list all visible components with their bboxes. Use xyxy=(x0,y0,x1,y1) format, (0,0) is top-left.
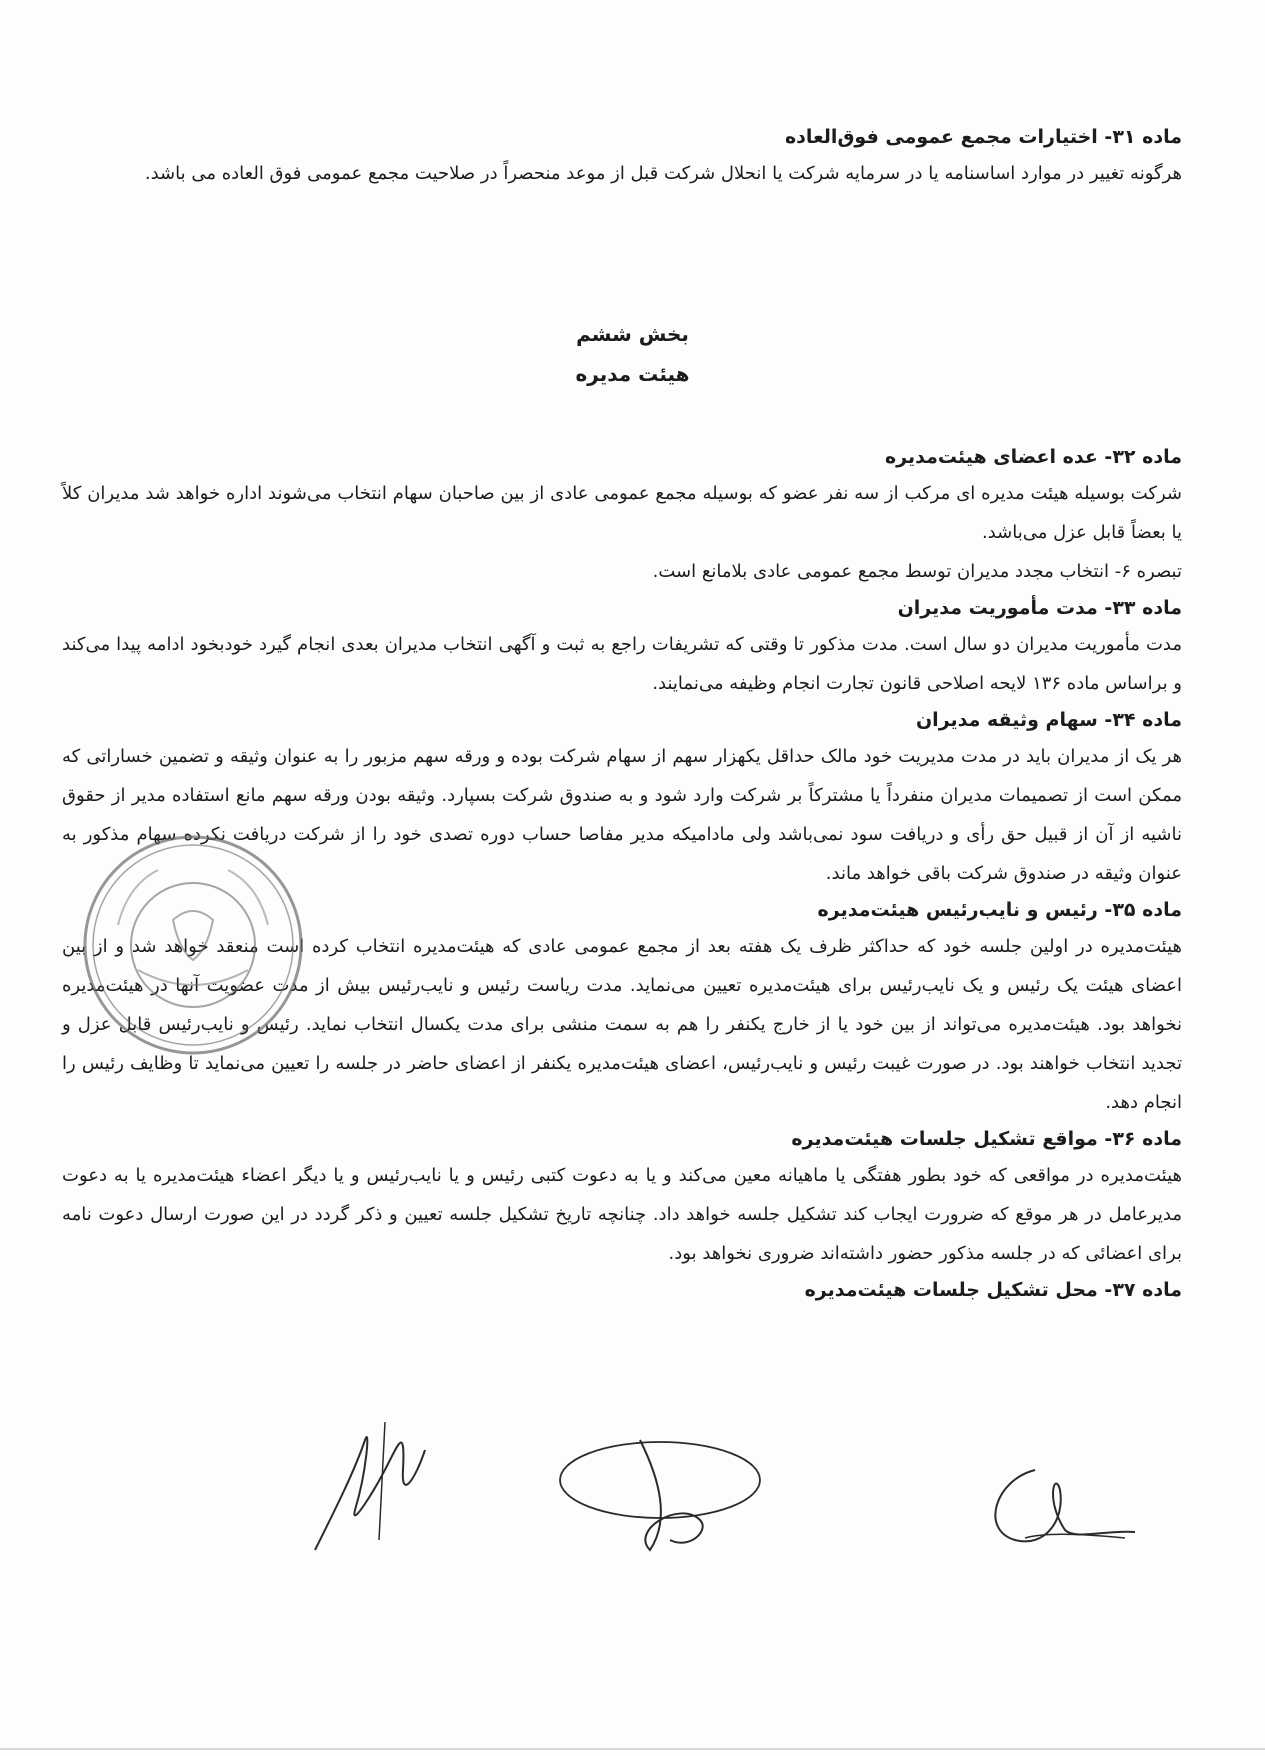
article-31 xyxy=(62,120,1182,193)
article-heading: ماده ۳۵- رئیس و نایب‌رئیس هیئت‌مدیره xyxy=(817,899,1182,921)
section-title: هیئت مدیره xyxy=(575,362,690,386)
article-32 xyxy=(62,440,1182,591)
article-paragraph: مدت مأموریت مدیران دو سال است. مدت مذکور تا وقتی که تشریفات راجع به ثبت و آگهی انتخاب مدیران بعدی انجام گیرد خودبخود ادامه پیدا می‌کند و براساس ماده ۱۳۶ لایحه اصلاحی قانون تجارت انجام وظیفه می‌نمایند. xyxy=(62,634,1182,694)
article-31-body: هرگونه تغییر در موارد اساسنامه یا در سرمایه شرکت یا انحلال شرکت قبل از موعد منحصراً در صلاحیت مجمع عمومی فوق العاده می باشد. xyxy=(144,163,1182,184)
article-heading: ماده ۳۶- مواقع تشکیل جلسات هیئت‌مدیره xyxy=(791,1128,1182,1150)
signature-1-icon xyxy=(295,1410,455,1560)
official-stamp-icon xyxy=(78,830,308,1060)
article-heading: ماده ۳۲- عده اعضای هیئت‌مدیره xyxy=(884,446,1182,468)
article-paragraph: هر یک از مدیران باید در مدت مدیریت خود مالک حداقل یکهزار سهم از سهام شرکت بوده و ورقه سهم مزبور را به عنوان وثیقه و تضمین خساراتی که ممکن است از تصمیمات مدیران منفرداً یا مشترکاً بر شرکت وارد شود و به صندوق شرکت بسپارد. وثیقه بودن ورقه سهم مانع استفاده مدیر از حقوق ناشیه از آن از قبیل حق رأی و دریافت سود نمی‌باشد ولی مادامیکه مدیر مفاصا حساب دوره تصدی خود را از شرکت دریافت نکرده سهام مذکور به عنوان وثیقه در صندوق شرکت باقی خواهد ماند. xyxy=(62,746,1182,884)
article-paragraph: هیئت‌مدیره در مواقعی که خود بطور هفتگی یا ماهیانه معین می‌کند و یا به دعوت کتبی رئیس و یا نایب‌رئیس و یا دیگر اعضاء هیئت‌مدیره یا به دعوت مدیرعامل در هر موقع که ضرورت ایجاب کند تشکیل جلسه خواهد داد. چنانچه تاریخ تشکیل جلسه تعیین و ذکر گردد در این صورت ارسال دعوت نامه برای اعضائی که در جلسه مذکور حضور داشته‌اند ضروری نخواهد بود. xyxy=(62,1165,1182,1264)
article-heading: ماده ۳۳- مدت مأموریت مدیران xyxy=(897,597,1182,619)
article-paragraph: هیئت‌مدیره در اولین جلسه خود که حداکثر ظرف یک هفته بعد از مجمع عمومی عادی که هیئت‌مدیره انتخاب کرده است منعقد خواهد شد و از بین اعضای هیئت یک رئیس و یک نایب‌رئیس برای هیئت‌مدیره تعیین می‌نماید. مدت ریاست رئیس و نایب‌رئیس بیش از مدت عضویت آنها در هیئت‌مدیره نخواهد بود. هیئت‌مدیره می‌تواند از بین خود یا از خارج یکنفر را هم به سمت منشی برای مدت یکسال انتخاب نماید. رئیس و نایب‌رئیس قابل عزل و تجدید انتخاب خواهند بود. در صورت غیبت رئیس و نایب‌رئیس، اعضای هیئت‌مدیره یکنفر از اعضای حاضر در جلسه را تعیین می‌نماید تا وظایف رئیس را انجام دهد. xyxy=(62,936,1182,1113)
article-heading: ماده ۳۷- محل تشکیل جلسات هیئت‌مدیره xyxy=(804,1279,1182,1301)
article-31-heading: ماده ۳۱- اختیارات مجمع عمومی فوق‌العاده xyxy=(784,126,1182,148)
article-37 xyxy=(62,1273,1182,1307)
article-paragraph: شرکت بوسیله هیئت مدیره ای مرکب از سه نفر عضو که بوسیله مجمع عمومی عادی از بین صاحبان سهام انتخاب می‌شوند اداره خواهد شد مدیران کلاً یا بعضاً قابل عزل می‌باشد. xyxy=(62,483,1182,543)
article-36 xyxy=(62,1122,1182,1273)
page-bottom-edge xyxy=(0,1748,1265,1750)
signature-3-icon xyxy=(975,1460,1145,1560)
signature-2-icon xyxy=(550,1420,780,1560)
article-33 xyxy=(62,591,1182,703)
note-6: تبصره ۶- انتخاب مجدد مدیران توسط مجمع عمومی عادی بلامانع است. xyxy=(652,561,1182,582)
article-heading: ماده ۳۴- سهام وثیقه مدیران xyxy=(915,709,1182,731)
section-part: بخش ششم xyxy=(576,322,689,346)
